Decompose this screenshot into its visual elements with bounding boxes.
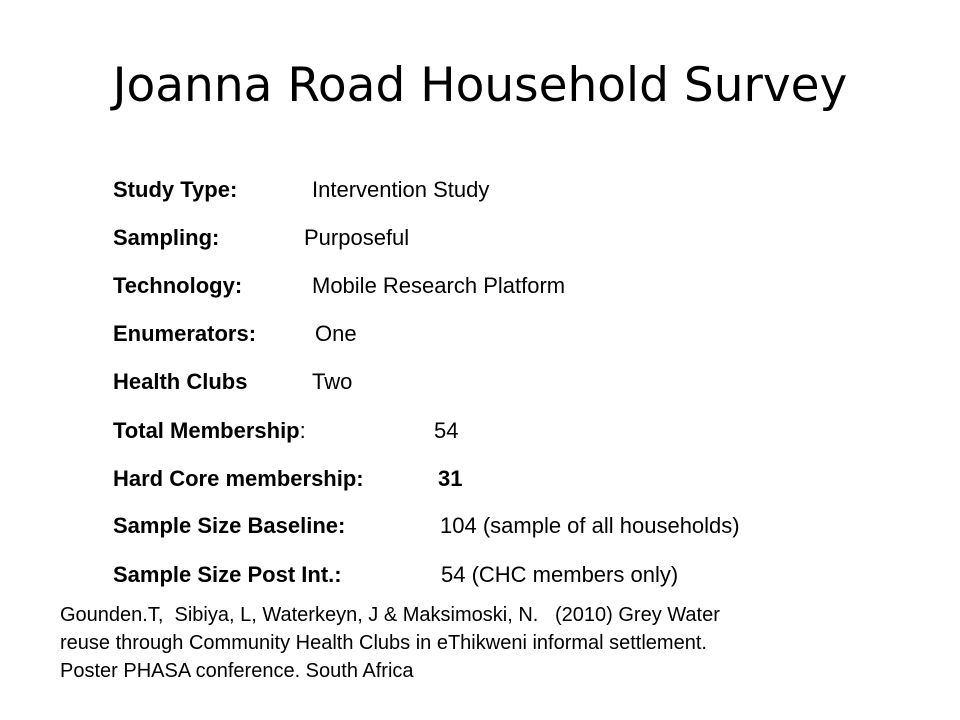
detail-row-sampling — [113, 223, 410, 253]
detail-row-sample-size-baseline — [113, 511, 740, 541]
detail-row-hard-core-membership — [113, 464, 463, 494]
detail-label: Sample Size Baseline: — [113, 513, 346, 538]
detail-row-health-clubs — [113, 367, 353, 397]
detail-value: Purposeful — [304, 225, 410, 250]
detail-value: Mobile Research Platform — [312, 273, 566, 298]
detail-label: Hard Core membership: — [113, 466, 364, 491]
detail-value: 54 (CHC members only) — [441, 562, 679, 587]
detail-label: Health Clubs — [113, 369, 248, 394]
reference-citation — [60, 601, 940, 685]
detail-value: Intervention Study — [312, 177, 490, 202]
detail-value: Two — [312, 369, 353, 394]
detail-value: One — [315, 321, 357, 346]
detail-row-sample-size-post — [113, 560, 679, 590]
reference-line: reuse through Community Health Clubs in eThikweni informal settlement. — [60, 632, 707, 654]
detail-row-total-membership — [113, 416, 459, 446]
detail-value: 104 (sample of all households) — [440, 513, 740, 538]
detail-label: Total Membership — [113, 418, 300, 443]
detail-label: Enumerators: — [113, 321, 257, 346]
reference-line: Poster PHASA conference. South Africa — [60, 660, 414, 682]
detail-row-enumerators — [113, 319, 357, 349]
detail-label-colon: : — [299, 418, 306, 443]
detail-value: 31 — [438, 466, 463, 491]
reference-line: Gounden.T, Sibiya, L, Waterkeyn, J & Maksimoski, N. (2010) Grey Water — [60, 604, 720, 626]
detail-label: Sampling: — [113, 225, 220, 250]
detail-row-study-type — [113, 175, 490, 205]
detail-value: 54 — [434, 418, 459, 443]
detail-label: Sample Size Post Int.: — [113, 562, 342, 587]
detail-row-technology — [113, 271, 566, 301]
slide-title: Joanna Road Household Survey — [112, 58, 848, 113]
detail-label: Study Type: — [113, 177, 238, 202]
detail-label: Technology: — [113, 273, 243, 298]
